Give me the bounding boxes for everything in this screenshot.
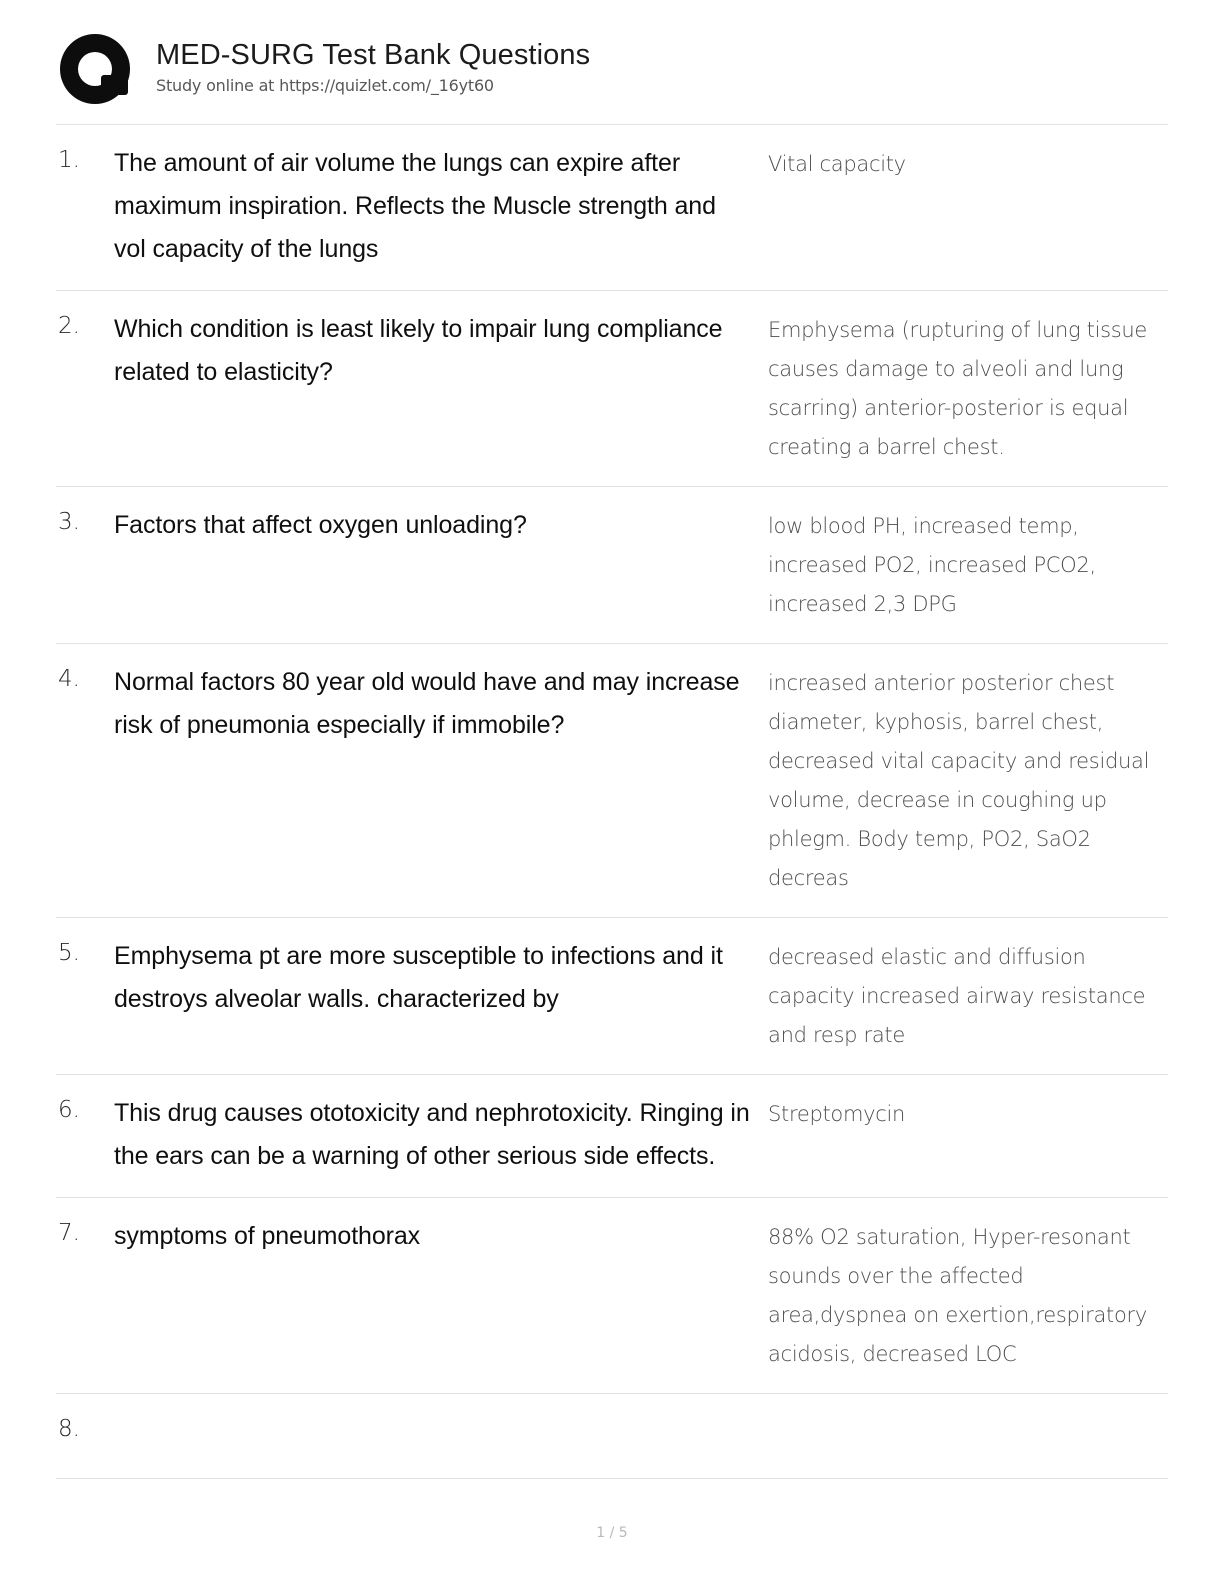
table-row	[56, 291, 1168, 487]
row-number: 4.	[58, 666, 80, 692]
table-row	[56, 1394, 1168, 1479]
table-row	[56, 125, 1168, 291]
table-row	[56, 918, 1168, 1075]
study-link[interactable]: Study online at https://quizlet.com/_16yt60	[156, 76, 494, 95]
row-term: Emphysema pt are more susceptible to infections and it destroys alveolar walls. characterized by	[114, 942, 723, 1013]
row-definition: low blood PH, increased temp, increased PO2, increased PCO2, increased 2,3 DPG	[768, 514, 1096, 616]
row-definition	[768, 1394, 1168, 1479]
table-row	[56, 1198, 1168, 1394]
row-number: 2.	[58, 313, 80, 339]
row-term: This drug causes ototoxicity and nephrotoxicity. Ringing in the ears can be a warning of other serious side effects.	[114, 1099, 750, 1170]
row-term	[114, 1394, 768, 1479]
row-number: 6.	[58, 1097, 80, 1123]
table-row	[56, 487, 1168, 644]
quizlet-q-logo-icon	[56, 30, 138, 112]
table-row	[56, 1075, 1168, 1198]
row-number: 8.	[58, 1416, 80, 1442]
table-row	[56, 644, 1168, 918]
row-term: Normal factors 80 year old would have and may increase risk of pneumonia especially if immobile?	[114, 668, 740, 739]
row-term: Factors that affect oxygen unloading?	[114, 511, 527, 539]
row-definition: Emphysema (rupturing of lung tissue causes damage to alveoli and lung scarring) anterior-posterior is equal creating a barrel chest.	[768, 318, 1148, 459]
row-definition: decreased elastic and diffusion capacity increased airway resistance and resp rate	[768, 945, 1146, 1047]
page-title: MED-SURG Test Bank Questions	[156, 39, 591, 71]
row-number: 5.	[58, 940, 80, 966]
row-number: 7.	[58, 1220, 80, 1246]
title-block	[156, 32, 590, 97]
row-definition: Streptomycin	[768, 1102, 906, 1126]
row-term: Which condition is least likely to impair lung compliance related to elasticity?	[114, 315, 723, 386]
row-number: 3.	[58, 509, 80, 535]
page-number: 1 / 5	[596, 1525, 628, 1541]
row-definition: Vital capacity	[768, 152, 906, 176]
row-definition: increased anterior posterior chest diameter, kyphosis, barrel chest, decreased vital capacity and residual volume, decrease in coughing up phlegm. Body temp, PO2, SaO2 decreas	[768, 671, 1150, 890]
row-number: 1.	[58, 147, 80, 173]
row-term: The amount of air volume the lungs can expire after maximum inspiration. Reflects the Muscle strength and vol capacity of the lungs	[114, 149, 716, 263]
row-term: symptoms of pneumothorax	[114, 1222, 421, 1250]
row-definition: 88% O2 saturation, Hyper-resonant sounds over the affected area,dyspnea on exertion,respiratory acidosis, decreased LOC	[768, 1225, 1147, 1366]
question-answer-table	[56, 124, 1168, 1478]
footer-divider	[56, 1478, 1168, 1479]
document-header	[56, 28, 1168, 122]
